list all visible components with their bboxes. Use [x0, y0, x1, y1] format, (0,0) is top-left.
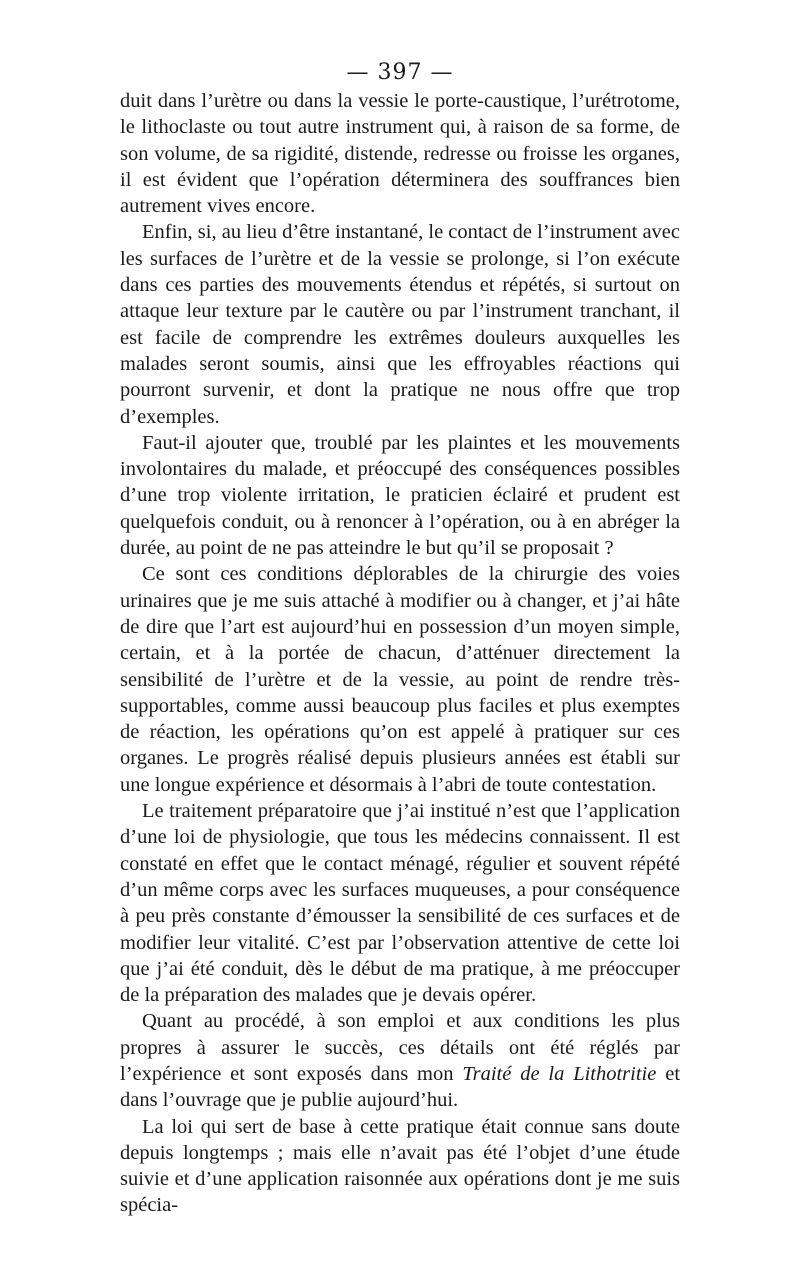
paragraph: Faut-il ajouter que, troublé par les plaintes et les mouvements involontaires du malade, et préoccupé des conséquences possibles d’une trop violente irritation, le praticien éclairé et prudent est quelquefois conduit, ou à renoncer à l’opération, ou à en abréger la durée, au point de ne pas atteindre le but qu’il se proposait ? [120, 431, 680, 560]
book-title: Traité de la Lithotritie [462, 1062, 657, 1085]
paragraph: Ce sont ces conditions déplorables de la chirurgie des voies urinaires que je me suis attaché à modifier ou à changer, et j’ai hâte de dire que l’art est aujourd’hui en possession d’un moyen simple, certain, et à la portée de chacun, d’atténuer directement la sensibilité de l’urètre et de la vessie, au point de rendre très-supportables, comme aussi beaucoup plus faciles et plus exemptes de réaction, les opérations qu’on est appelé à pratiquer sur ces organes. Le progrès réalisé depuis plusieurs années est établi sur une longue expérience et désormais à l’abri de toute contestation. [120, 563, 680, 796]
paragraph-text: et dans l’ouvrage que je publie aujourd’hui. [120, 1062, 681, 1112]
paragraph: La loi qui sert de base à cette pratique était connue sans doute depuis longtemps ; mais elle n’avait pas été l’objet d’une étude suivie et d’une application raisonnée aux opérations dont je me suis spécia- [120, 1115, 680, 1217]
page-number: — 397 — [346, 60, 454, 85]
paragraph-text: Quant au procédé, à son emploi et aux conditions les plus propres à assurer le succès, ces détails ont été réglés par l’expérience et sont exposés dans mon [120, 1010, 680, 1085]
paragraph: Le traitement préparatoire que j’ai institué n’est que l’application d’une loi de physiologie, que tous les médecins connaissent. Il est constaté en effet que le contact ménagé, régulier et souvent répété d’un même corps avec les surfaces muqueuses, a pour conséquence à peu près constante d’émousser la sensibilité de ces surfaces et de modifier leur vitalité. C’est par l’observation attentive de cette loi que j’ai été conduit, dès le début de ma pratique, à me préoccuper de la préparation des malades que je devais opérer. [120, 800, 680, 1007]
paragraph-continuation: duit dans l’urètre ou dans la vessie le porte-caustique, l’urétrotome, le lithoclaste ou tout autre instrument qui, à raison de sa forme, de son volume, de sa rigidité, distende, redresse ou froisse les organes, il est évident que l’opération déterminera des souffrances bien autrement vives encore. [120, 90, 680, 218]
body-text [120, 88, 680, 1219]
paragraph [120, 1008, 680, 1113]
paragraph: Enfin, si, au lieu d’être instantané, le contact de l’instrument avec les surfaces de l’urètre et de la vessie se prolonge, si l’on exécute dans ces parties des mouvements étendus et répétés, si surtout on attaque leur texture par le cautère ou par l’instrument tranchant, il est facile de comprendre les extrêmes douleurs auxquelles les malades seront soumis, ainsi que les effroyables réactions qui pourront survenir, et dont la pratique ne nous offre que trop d’exemples. [120, 221, 680, 428]
